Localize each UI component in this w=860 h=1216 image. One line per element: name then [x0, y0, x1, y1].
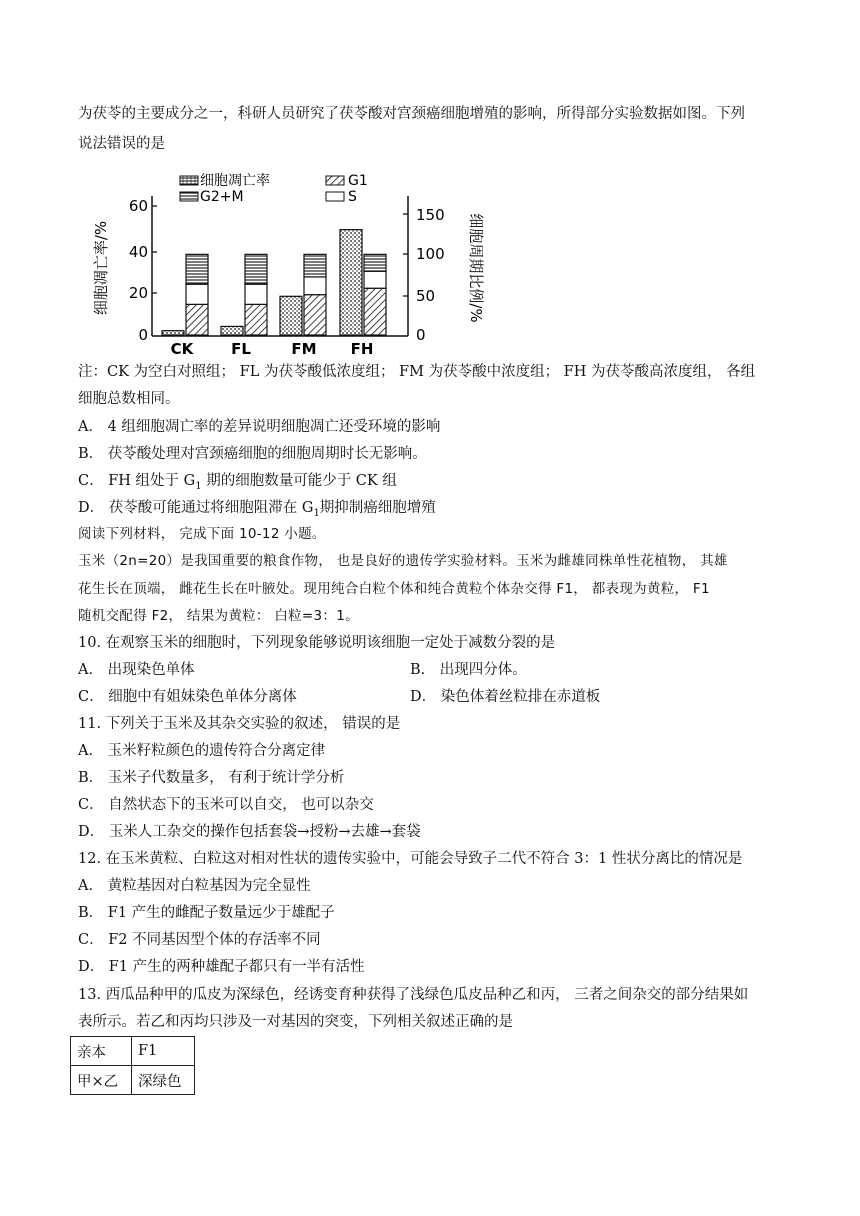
bar-s-ck: [186, 284, 208, 304]
table-header-cell: 亲本: [71, 1037, 132, 1066]
right-tick-0: 0: [416, 326, 426, 344]
q12-stem: 12. 在玉米黄粒、白粒这对相对性状的遗传实验中，可能会导致子二代不符合 3：1 性状分离比的情况是: [78, 851, 743, 867]
table-cell: 深绿色: [132, 1066, 195, 1095]
right-tick-50: 50: [416, 287, 436, 305]
q10-stem: 10. 在观察玉米的细胞时，下列现象能够说明该细胞一定处于减数分裂的是: [78, 635, 556, 651]
category-label-fm: FM: [291, 340, 317, 356]
legend-swatch-apoptosis: [180, 176, 198, 185]
note-line-1: 注：CK 为空白对照组； FL 为茯苓酸低浓度组； FM 为茯苓酸中浓度组； FH 为茯苓酸高浓度组， 各组: [78, 364, 756, 380]
table-cell: 甲×乙: [71, 1066, 132, 1095]
q12-option-b: B． F1 产生的雌配子数量远少于雄配子: [78, 905, 335, 921]
right-tick-100: 100: [416, 245, 445, 263]
left-tick-0: 0: [138, 326, 148, 344]
q11-stem: 11. 下列关于玉米及其杂交实验的叙述， 错误的是: [78, 716, 401, 732]
bar-g1-fm: [304, 295, 326, 335]
chart-legend: [180, 173, 368, 205]
left-tick-20: 20: [128, 284, 148, 302]
q10-option-c: C． 细胞中有姐妹染色单体分离体: [78, 689, 297, 705]
bar-apoptosis-fm: [280, 296, 302, 335]
bar-g1-fh: [364, 288, 386, 335]
bar-apoptosis-fh: [340, 230, 362, 335]
legend-swatch-g1: [326, 176, 344, 185]
q11-option-d: D． 玉米人工杂交的操作包括套袋→授粉→去雄→套袋: [78, 824, 421, 840]
bar-s-fh: [364, 271, 386, 288]
left-axis-label: 细胞凋亡率/%: [92, 220, 110, 316]
q10-option-b: B． 出现四分体。: [410, 662, 527, 678]
q10-option-a: A． 出现染色单体: [78, 662, 195, 678]
material-line-1: 玉米（2n=20）是我国重要的粮食作物， 也是良好的遗传学实验材料。玉米为雌雄同株单性花植物， 其雄: [78, 553, 728, 569]
bar-g1-fl: [245, 304, 267, 335]
legend-label-s: S: [348, 189, 357, 205]
q9-option-d: D． 茯苓酸可能通过将细胞阻滞在 $G_1$期抑制癌细胞增殖: [78, 500, 436, 519]
bar-apoptosis-ck: [162, 331, 184, 335]
bar-g2m-ck: [186, 254, 208, 284]
cross-result-table: [70, 1036, 195, 1095]
bar-g1-ck: [186, 304, 208, 335]
bar-s-fm: [304, 277, 326, 295]
q11-option-c: C． 自然状态下的玉米可以自交， 也可以杂交: [78, 797, 374, 813]
q10-option-d: D． 染色体着丝粒排在赤道板: [410, 689, 601, 705]
category-label-fl: FL: [231, 340, 251, 356]
note-line-2: 细胞总数相同。: [78, 391, 180, 407]
legend-label-apoptosis: 细胞凋亡率: [200, 173, 270, 189]
table-row: [71, 1066, 195, 1095]
material-line-2: 花生长在顶端， 雌花生长在叶腋处。现用纯合白粒个体和纯合黄粒个体杂交得 F1， 都表现为黄粒， F1: [78, 581, 710, 597]
q13-stem-line-1: 13. 西瓜品种甲的瓜皮为深绿色，经诱变育种获得了浅绿色瓜皮品种乙和丙， 三者之间杂交的部分结果如: [78, 987, 749, 1003]
intro-line-1: 为茯苓的主要成分之一，科研人员研究了茯苓酸对宫颈癌细胞增殖的影响，所得部分实验数据如图。下列: [78, 106, 745, 122]
legend-swatch-s: [326, 192, 344, 201]
bar-s-fl: [245, 284, 267, 304]
cell-cycle-chart: [78, 168, 498, 356]
bar-g2m-fm: [304, 254, 326, 277]
q12-option-a: A． 黄粒基因对白粒基因为完全显性: [78, 878, 311, 894]
table-header-cell: F1: [132, 1037, 195, 1066]
right-axis-label: 细胞周期比例/%: [467, 213, 485, 323]
legend-label-g1: G1: [348, 173, 368, 189]
q13-stem-line-2: 表所示。若乙和丙均只涉及一对基因的突变，下列相关叙述正确的是: [78, 1014, 513, 1030]
table-header-row: [71, 1037, 195, 1066]
bar-g2m-fh: [364, 254, 386, 271]
legend-swatch-g2m: [180, 192, 198, 201]
intro-line-2: 说法错误的是: [78, 136, 165, 152]
left-tick-60: 60: [128, 197, 148, 215]
q11-option-b: B． 玉米子代数量多， 有利于统计学分析: [78, 770, 345, 786]
q9-option-c: C． FH 组处于 $G_1$ 期的细胞数量可能少于 CK 组: [78, 473, 397, 492]
q12-option-d: D． F1 产生的两种雄配子都只有一半有活性: [78, 959, 365, 975]
bar-g2m-fl: [245, 254, 267, 284]
category-label-ck: CK: [170, 340, 194, 356]
material-line-3: 随机交配得 F2， 结果为黄粒： 白粒=3：1。: [78, 608, 359, 624]
left-tick-40: 40: [128, 243, 148, 261]
q11-option-a: A． 玉米籽粒颜色的遗传符合分离定律: [78, 743, 326, 759]
material-lead: 阅读下列材料， 完成下面 10-12 小题。: [78, 526, 326, 542]
legend-label-g2m: G2+M: [200, 189, 244, 205]
q12-option-c: C． F2 不同基因型个体的存活率不同: [78, 932, 321, 948]
category-label-fh: FH: [350, 340, 374, 356]
right-tick-150: 150: [416, 206, 445, 224]
bar-apoptosis-fl: [221, 326, 243, 335]
q9-option-a: A． 4 组细胞凋亡率的差异说明细胞凋亡还受环境的影响: [78, 419, 441, 435]
q9-option-b: B． 茯苓酸处理对宫颈癌细胞的细胞周期时长无影响。: [78, 446, 427, 462]
